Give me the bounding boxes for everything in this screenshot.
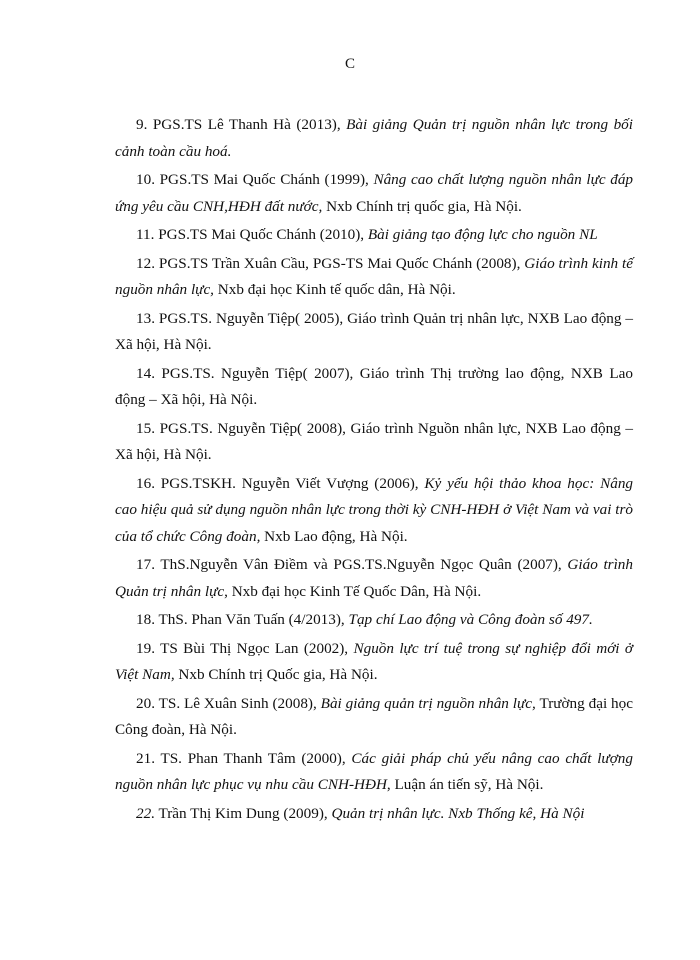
page-letter: C	[344, 56, 355, 72]
reference-item	[115, 112, 633, 165]
reference-title-text: Bài giảng tạo động lực cho nguồn NL	[367, 226, 598, 243]
reference-text: 21. TS. Phan Thanh Tâm (2000),	[136, 749, 352, 767]
reference-item	[115, 416, 633, 469]
reference-item	[115, 691, 633, 744]
reference-title-text: Tạp chí Lao động và Công đoàn số 497.	[348, 611, 593, 628]
reference-title-text: Kỷ yếu hội thảo khoa học: Nâng cao hiệu quả sử dụng nguồn nhân lực trong thời kỳ CNH-HĐH ở Việt Nam và vai trò của tổ chức Công đoàn,	[115, 474, 634, 545]
reference-item	[115, 552, 633, 605]
reference-text: 16. PGS.TSKH. Nguyễn Viết Vượng (2006),	[136, 474, 425, 492]
reference-item	[115, 361, 633, 414]
reference-list	[115, 112, 633, 829]
reference-item	[115, 471, 633, 551]
reference-item	[115, 251, 633, 304]
reference-item	[115, 607, 633, 634]
reference-text: 14. PGS.TS. Nguyễn Tiệp( 2007), Giáo trình Thị trường lao động, NXB Lao động – Xã hội, Hà Nội.	[115, 364, 633, 408]
reference-text: Nxb đại học Kinh tế quốc dân, Hà Nội.	[213, 281, 456, 298]
reference-title-text: Giáo trình kinh tế nguồn nhân lực,	[115, 254, 633, 298]
reference-title-text: Bài giảng quản trị nguồn nhân lực,	[320, 694, 536, 712]
reference-text: 19. TS Bùi Thị Ngọc Lan (2002),	[136, 639, 354, 657]
reference-text: 11. PGS.TS Mai Quốc Chánh (2010),	[136, 226, 368, 243]
reference-item	[115, 636, 633, 689]
reference-text: Trần Thị Kim Dung (2009),	[154, 804, 332, 822]
reference-text: 15. PGS.TS. Nguyễn Tiệp( 2008), Giáo trình Nguồn nhân lực, NXB Lao động – Xã hội, Hà Nội.	[115, 419, 633, 463]
reference-title-text: Giáo trình Quản trị nhân lực	[115, 556, 633, 600]
reference-text: 17. ThS.Nguyễn Vân Điềm và PGS.TS.Nguyễn Ngọc Quân (2007),	[136, 556, 568, 573]
reference-title-text: Nâng cao chất lượng nguồn nhân lực đáp ứng yêu cầu CNH,HĐH đất nước,	[115, 171, 634, 215]
reference-title-text: Các giải pháp chủ yếu nâng cao chất lượng nguồn nhân lực phục vụ nhu cầu CNH-HĐH	[115, 749, 633, 793]
reference-text: 20. TS. Lê Xuân Sinh (2008),	[136, 694, 321, 712]
reference-text: Nxb Chính trị Quốc gia, Hà Nội.	[174, 666, 378, 683]
reference-text: Nxb Lao động, Hà Nội.	[260, 527, 408, 545]
reference-item	[115, 801, 633, 828]
reference-text: 10. PGS.TS Mai Quốc Chánh (1999),	[136, 171, 374, 188]
reference-item	[115, 167, 633, 220]
reference-text: 18. ThS. Phan Văn Tuấn (4/2013),	[136, 611, 349, 628]
reference-text: , Luận án tiến sỹ, Hà Nội.	[386, 776, 544, 793]
reference-text: Trường đại học Công đoàn, Hà Nội.	[115, 694, 633, 738]
reference-title-text: Bài giảng Quản trị nguồn nhân lực trong bối cảnh toàn cầu hoá.	[115, 116, 633, 160]
reference-text: 12. PGS.TS Trần Xuân Cầu, PGS-TS Mai Quốc Chánh (2008),	[136, 254, 525, 272]
reference-title-text: 22.	[136, 804, 155, 822]
reference-text: 13. PGS.TS. Nguyễn Tiệp( 2005), Giáo trình Quản trị nhân lực, NXB Lao động – Xã hội, Hà Nội.	[115, 309, 633, 353]
reference-text: 9. PGS.TS Lê Thanh Hà (2013),	[136, 116, 347, 133]
reference-title-text: Nguồn lực trí tuệ trong sự nghiệp đổi mới ở Việt Nam,	[115, 639, 633, 683]
reference-title-text: Quản trị nhân lực. Nxb Thống kê, Hà Nội	[331, 804, 585, 822]
reference-item	[115, 746, 633, 799]
reference-text: Nxb Chính trị quốc gia, Hà Nội.	[322, 197, 522, 215]
reference-text: , Nxb đại học Kinh Tế Quốc Dân, Hà Nội.	[224, 582, 482, 600]
reference-item	[115, 222, 633, 249]
reference-item	[115, 306, 633, 359]
